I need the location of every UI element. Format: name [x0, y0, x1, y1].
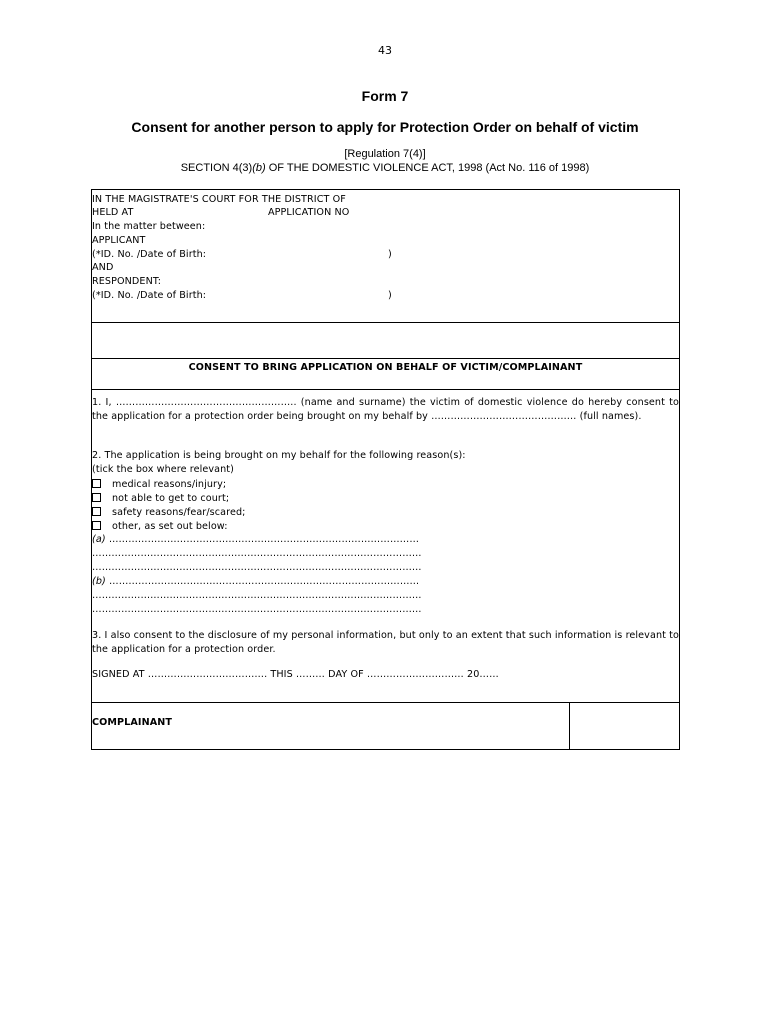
checkbox-other[interactable] [92, 521, 101, 530]
reason-safety[interactable] [92, 506, 246, 519]
regulation-reference: [Regulation 7(4)] [344, 148, 426, 160]
signed-line[interactable]: SIGNED AT ………………………………. THIS ……… DAY OF ………………………… 20…… [92, 669, 499, 680]
reason-b-line-2[interactable]: ………………………………………………………………………………………… [92, 590, 422, 601]
reason-court-label: not able to get to court; [112, 493, 230, 504]
divider-blank-row [91, 358, 680, 359]
form-subtitle: Consent for another person to apply for Protection Order on behalf of victim [131, 119, 639, 135]
divider-heading [91, 389, 680, 390]
reason-b-line-3[interactable]: ………………………………………………………………………………………… [92, 604, 422, 615]
reason-safety-label: safety reasons/fear/scared; [112, 507, 246, 518]
respondent-id-dob-label: (*ID. No. /Date of Birth: [92, 290, 207, 301]
reason-other-label: other, as set out below: [112, 521, 228, 532]
reason-medical[interactable] [92, 478, 226, 491]
respondent-label: RESPONDENT: [92, 276, 162, 287]
reason-other[interactable] [92, 520, 228, 533]
divider-signature [91, 702, 680, 703]
reason-a-label: (a) [92, 534, 106, 545]
applicant-label: APPLICANT [92, 235, 146, 246]
reason-b-dots: …………………………………………………………………………………… [109, 576, 420, 587]
reason-b-label: (b) [92, 576, 106, 587]
checkbox-court[interactable] [92, 493, 101, 502]
tick-note: (tick the box where relevant) [92, 464, 234, 475]
section-reference [0, 162, 770, 174]
paragraph-2: 2. The application is being brought on my behalf for the following reason(s): [92, 450, 466, 461]
reason-a-line[interactable] [92, 533, 419, 546]
reason-a-dots: …………………………………………………………………………………… [108, 534, 420, 545]
court-line: IN THE MAGISTRATE'S COURT FOR THE DISTRICT OF [92, 194, 346, 205]
paragraph-3: 3. I also consent to the disclosure of my personal information, but only to an extent that such information is relevant to the application for a protection order. [92, 630, 679, 655]
and-label: AND [92, 262, 114, 273]
paragraph-1: 1. I, ……………………………………………….. (name and surname) the victim of domestic violence do hereby consent to the application for a protection order being brought on my behalf by ……………………………………… (full names). [92, 397, 679, 422]
held-at-label: HELD AT [92, 207, 134, 218]
page-number: 43 [378, 44, 392, 57]
respondent-id-close-paren: ) [388, 290, 392, 301]
checkbox-medical[interactable] [92, 479, 101, 488]
reason-b-line[interactable] [92, 575, 419, 588]
complainant-label: COMPLAINANT [92, 717, 173, 728]
applicant-id-dob-label: (*ID. No. /Date of Birth: [92, 249, 207, 260]
consent-heading: CONSENT TO BRING APPLICATION ON BEHALF OF VICTIM/COMPLAINANT [188, 362, 583, 373]
reason-a-line-2[interactable]: ………………………………………………………………………………………… [92, 548, 422, 559]
application-no-label: APPLICATION NO [268, 207, 350, 218]
section-italic: (b) [252, 162, 266, 174]
section-suffix: OF THE DOMESTIC VIOLENCE ACT, 1998 (Act No. 116 of 1998) [265, 162, 590, 174]
reason-a-line-3[interactable]: ………………………………………………………………………………………… [92, 562, 422, 573]
checkbox-safety[interactable] [92, 507, 101, 516]
reason-court[interactable] [92, 492, 229, 505]
section-prefix: SECTION 4(3) [180, 162, 253, 174]
applicant-id-close-paren: ) [388, 249, 392, 260]
form-title: Form 7 [361, 88, 409, 104]
signature-column-divider [569, 702, 570, 750]
reason-medical-label: medical reasons/injury; [112, 479, 227, 490]
divider-header [91, 322, 680, 323]
matter-between-label: In the matter between: [92, 221, 206, 232]
